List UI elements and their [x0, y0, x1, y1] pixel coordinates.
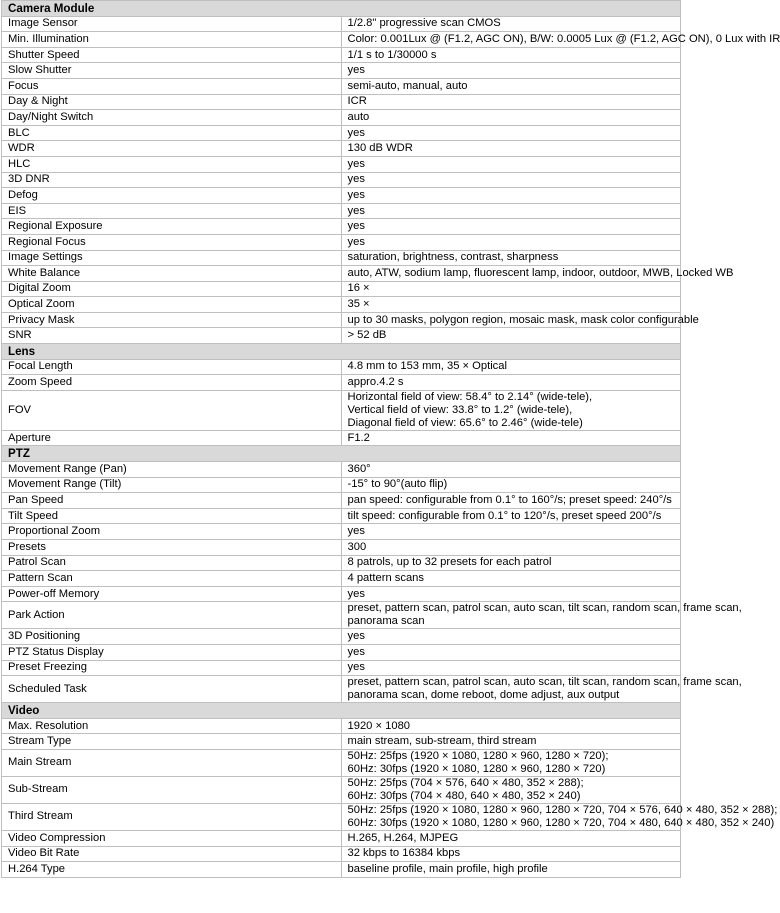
- spec-row-min-illumination: [2, 32, 681, 48]
- spec-row-day-night-switch: [2, 110, 681, 126]
- spec-value: [341, 644, 681, 660]
- spec-value-line: yes: [347, 630, 365, 643]
- spec-label: Movement Range (Pan): [2, 462, 342, 478]
- spec-value-line: yes: [347, 64, 365, 77]
- spec-row-snr: [2, 328, 681, 344]
- spec-value: [341, 571, 681, 587]
- spec-value: [341, 78, 681, 94]
- spec-value-line: Diagonal field of view: 65.6° to 2.46° (wide-tele): [347, 416, 583, 429]
- spec-row-aperture: [2, 430, 681, 446]
- spec-value-line: yes: [347, 661, 365, 674]
- spec-value: [341, 219, 681, 235]
- spec-value: [341, 110, 681, 126]
- spec-label: Power-off Memory: [2, 586, 342, 602]
- spec-label: Digital Zoom: [2, 281, 342, 297]
- spec-value: [341, 281, 681, 297]
- spec-value: [341, 63, 681, 79]
- spec-row-focus: [2, 78, 681, 94]
- spec-row-presets: [2, 540, 681, 556]
- spec-row-pan-speed: [2, 493, 681, 509]
- spec-label: Focal Length: [2, 359, 342, 375]
- spec-row-ptz-status-display: [2, 644, 681, 660]
- spec-value-line: 16 ×: [347, 282, 370, 295]
- spec-label: FOV: [2, 390, 342, 430]
- spec-value: [341, 718, 681, 734]
- spec-value-line: 130 dB WDR: [347, 142, 413, 155]
- spec-label: Sub-Stream: [2, 776, 342, 803]
- spec-value: [341, 141, 681, 157]
- spec-row-patrol-scan: [2, 555, 681, 571]
- spec-label: Optical Zoom: [2, 297, 342, 313]
- spec-label: Video Compression: [2, 830, 342, 846]
- spec-row-regional-exposure: [2, 219, 681, 235]
- spec-value: [341, 297, 681, 313]
- spec-label: Focus: [2, 78, 342, 94]
- spec-value: [341, 16, 681, 32]
- spec-value-line: H.265, H.264, MJPEG: [347, 831, 459, 844]
- spec-row-hlc: [2, 156, 681, 172]
- spec-row-zoom-speed: [2, 375, 681, 391]
- section-header-video: [2, 703, 681, 719]
- spec-value-line: tilt speed: configurable from 0.1° to 120°/s, preset speed 200°/s: [347, 509, 662, 522]
- section-title: Camera Module: [2, 1, 681, 17]
- spec-value: [341, 734, 681, 750]
- spec-value-line: yes: [347, 204, 365, 217]
- spec-value: [341, 477, 681, 493]
- spec-label: PTZ Status Display: [2, 644, 342, 660]
- spec-row-slow-shutter: [2, 63, 681, 79]
- spec-value: [341, 32, 780, 48]
- spec-label: HLC: [2, 156, 342, 172]
- spec-value-line: yes: [347, 525, 365, 538]
- spec-value: [341, 234, 681, 250]
- spec-value-line: Horizontal field of view: 58.4° to 2.14° (wide-tele),: [347, 390, 593, 403]
- spec-value-line: > 52 dB: [347, 329, 387, 342]
- spec-value: [341, 375, 681, 391]
- spec-row-movement-range-tilt: [2, 477, 681, 493]
- spec-value: [341, 328, 681, 344]
- spec-row-third-stream: [2, 803, 681, 830]
- spec-label: Day/Night Switch: [2, 110, 342, 126]
- spec-label: Privacy Mask: [2, 312, 342, 328]
- spec-row-h-264-type: [2, 862, 681, 878]
- spec-label: Image Settings: [2, 250, 342, 266]
- spec-row-day-night: [2, 94, 681, 110]
- spec-label: Video Bit Rate: [2, 846, 342, 862]
- spec-value-line: -15° to 90°(auto flip): [347, 478, 448, 491]
- spec-value-line: up to 30 masks, polygon region, mosaic mask, mask color configurable: [347, 313, 699, 326]
- spec-value-line: yes: [347, 235, 365, 248]
- section-header-lens: [2, 344, 681, 360]
- spec-row-blc: [2, 125, 681, 141]
- spec-label: Stream Type: [2, 734, 342, 750]
- spec-label: Pattern Scan: [2, 571, 342, 587]
- spec-value-line: 60Hz: 30fps (1920 × 1080, 1280 × 960, 1280 × 720, 704 × 480, 640 × 480, 352 × 240): [347, 816, 775, 829]
- spec-value: [341, 266, 734, 282]
- section-title: Lens: [2, 344, 681, 360]
- spec-row-pattern-scan: [2, 571, 681, 587]
- spec-value-line: 1/1 s to 1/30000 s: [347, 48, 437, 61]
- spec-row-shutter-speed: [2, 47, 681, 63]
- spec-row-movement-range-pan: [2, 462, 681, 478]
- spec-value: [341, 508, 681, 524]
- spec-value-line: panorama scan, dome reboot, dome adjust, aux output: [347, 689, 620, 702]
- spec-value-line: 60Hz: 30fps (704 × 480, 640 × 480, 352 × 240): [347, 789, 581, 802]
- spec-label: 3D DNR: [2, 172, 342, 188]
- spec-label: 3D Positioning: [2, 629, 342, 645]
- spec-row-main-stream: [2, 749, 681, 776]
- section-header-ptz: [2, 446, 681, 462]
- spec-label: Proportional Zoom: [2, 524, 342, 540]
- spec-value-line: Color: 0.001Lux @ (F1.2, AGC ON), B/W: 0.0005 Lux @ (F1.2, AGC ON), 0 Lux with IR: [347, 32, 780, 45]
- spec-value: [341, 586, 681, 602]
- spec-label: Scheduled Task: [2, 676, 342, 703]
- spec-label: Day & Night: [2, 94, 342, 110]
- spec-value: [341, 629, 681, 645]
- spec-value: [341, 94, 681, 110]
- spec-value-line: 32 kbps to 16384 kbps: [347, 847, 461, 860]
- spec-value-line: Vertical field of view: 33.8° to 1.2° (wide-tele),: [347, 403, 573, 416]
- spec-value: [341, 359, 681, 375]
- spec-value: [341, 776, 681, 803]
- section-title: Video: [2, 703, 681, 719]
- spec-row-video-bit-rate: [2, 846, 681, 862]
- spec-label: White Balance: [2, 266, 342, 282]
- spec-value-line: preset, pattern scan, patrol scan, auto scan, tilt scan, random scan, frame scan,: [347, 602, 742, 615]
- spec-value: [341, 676, 742, 703]
- spec-value-line: main stream, sub-stream, third stream: [347, 735, 537, 748]
- spec-label: Third Stream: [2, 803, 342, 830]
- spec-label: Zoom Speed: [2, 375, 342, 391]
- spec-value: [341, 602, 742, 629]
- spec-value-line: panorama scan: [347, 615, 425, 628]
- spec-value-line: pan speed: configurable from 0.1° to 160°/s; preset speed: 240°/s: [347, 494, 672, 507]
- spec-row-optical-zoom: [2, 297, 681, 313]
- spec-value: [341, 312, 699, 328]
- spec-label: Defog: [2, 188, 342, 204]
- spec-value-line: yes: [347, 188, 365, 201]
- spec-value-line: yes: [347, 587, 365, 600]
- spec-value: [341, 125, 681, 141]
- spec-row-focal-length: [2, 359, 681, 375]
- spec-label: WDR: [2, 141, 342, 157]
- spec-row-image-sensor: [2, 16, 681, 32]
- spec-label: Image Sensor: [2, 16, 342, 32]
- spec-value-line: 1920 × 1080: [347, 719, 411, 732]
- spec-value-line: ICR: [347, 95, 367, 108]
- spec-value: [341, 47, 681, 63]
- spec-label: Slow Shutter: [2, 63, 342, 79]
- spec-value-line: preset, pattern scan, patrol scan, auto scan, tilt scan, random scan, frame scan,: [347, 676, 742, 689]
- spec-value-line: yes: [347, 645, 365, 658]
- spec-row-defog: [2, 188, 681, 204]
- spec-label: Pan Speed: [2, 493, 342, 509]
- spec-label: EIS: [2, 203, 342, 219]
- spec-row-stream-type: [2, 734, 681, 750]
- spec-label: Aperture: [2, 430, 342, 446]
- spec-row-video-compression: [2, 830, 681, 846]
- spec-value-line: yes: [347, 126, 365, 139]
- spec-value: [341, 493, 681, 509]
- spec-value-line: F1.2: [347, 431, 370, 444]
- spec-row-privacy-mask: [2, 312, 681, 328]
- spec-label: Park Action: [2, 602, 342, 629]
- spec-value-line: auto, ATW, sodium lamp, fluorescent lamp, indoor, outdoor, MWB, Locked WB: [347, 266, 734, 279]
- spec-value: [341, 540, 681, 556]
- spec-row-digital-zoom: [2, 281, 681, 297]
- spec-label: Regional Focus: [2, 234, 342, 250]
- spec-value-line: 4.8 mm to 153 mm, 35 × Optical: [347, 360, 507, 373]
- spec-value-line: 35 ×: [347, 298, 370, 311]
- spec-value: [341, 156, 681, 172]
- spec-value: [341, 660, 681, 676]
- spec-value-line: yes: [347, 157, 365, 170]
- spec-row-max-resolution: [2, 718, 681, 734]
- spec-value-line: 50Hz: 25fps (704 × 576, 640 × 480, 352 × 288);: [347, 776, 584, 789]
- spec-row-eis: [2, 203, 681, 219]
- spec-value-line: baseline profile, main profile, high profile: [347, 862, 548, 875]
- spec-label: Regional Exposure: [2, 219, 342, 235]
- section-header-camera-module: [2, 1, 681, 17]
- spec-value-line: 360°: [347, 462, 371, 475]
- spec-value: [341, 555, 681, 571]
- spec-row-3d-positioning: [2, 629, 681, 645]
- spec-value: [341, 830, 681, 846]
- spec-table-body: [2, 1, 780, 878]
- spec-row-proportional-zoom: [2, 524, 681, 540]
- spec-row-wdr: [2, 141, 681, 157]
- spec-value-line: auto: [347, 110, 370, 123]
- spec-label: Movement Range (Tilt): [2, 477, 342, 493]
- spec-value-line: 1/2.8" progressive scan CMOS: [347, 17, 501, 30]
- spec-label: Presets: [2, 540, 342, 556]
- spec-value: [341, 390, 681, 430]
- spec-label: H.264 Type: [2, 862, 342, 878]
- spec-row-fov: [2, 390, 681, 430]
- spec-label: BLC: [2, 125, 342, 141]
- spec-label: Patrol Scan: [2, 555, 342, 571]
- spec-value-line: semi-auto, manual, auto: [347, 79, 468, 92]
- spec-label: Tilt Speed: [2, 508, 342, 524]
- spec-value: [341, 430, 681, 446]
- spec-value-line: 4 pattern scans: [347, 571, 424, 584]
- spec-row-image-settings: [2, 250, 681, 266]
- spec-value: [341, 862, 681, 878]
- spec-value-line: 60Hz: 30fps (1920 × 1080, 1280 × 960, 1280 × 720): [347, 762, 606, 775]
- spec-label: SNR: [2, 328, 342, 344]
- spec-value: [341, 203, 681, 219]
- spec-label: Min. Illumination: [2, 32, 342, 48]
- spec-table: [1, 0, 780, 878]
- spec-value-line: 8 patrols, up to 32 presets for each patrol: [347, 556, 552, 569]
- spec-value-line: yes: [347, 173, 365, 186]
- spec-value-line: yes: [347, 220, 365, 233]
- spec-label: Shutter Speed: [2, 47, 342, 63]
- spec-row-white-balance: [2, 266, 681, 282]
- spec-value: [341, 846, 681, 862]
- spec-row-park-action: [2, 602, 681, 629]
- spec-value-line: 50Hz: 25fps (1920 × 1080, 1280 × 960, 1280 × 720, 704 × 576, 640 × 480, 352 × 288);: [347, 803, 778, 816]
- spec-value: [341, 172, 681, 188]
- spec-value: [341, 803, 778, 830]
- spec-value: [341, 749, 681, 776]
- spec-row-power-off-memory: [2, 586, 681, 602]
- section-title: PTZ: [2, 446, 681, 462]
- spec-label: Main Stream: [2, 749, 342, 776]
- spec-value-line: 300: [347, 540, 367, 553]
- spec-label: Preset Freezing: [2, 660, 342, 676]
- spec-value-line: saturation, brightness, contrast, sharpness: [347, 251, 559, 264]
- spec-value: [341, 250, 681, 266]
- spec-value-line: 50Hz: 25fps (1920 × 1080, 1280 × 960, 1280 × 720);: [347, 749, 609, 762]
- spec-row-tilt-speed: [2, 508, 681, 524]
- spec-row-sub-stream: [2, 776, 681, 803]
- spec-row-3d-dnr: [2, 172, 681, 188]
- spec-value-line: appro.4.2 s: [347, 376, 404, 389]
- spec-value: [341, 524, 681, 540]
- spec-row-scheduled-task: [2, 676, 681, 703]
- spec-row-preset-freezing: [2, 660, 681, 676]
- spec-value: [341, 462, 681, 478]
- spec-row-regional-focus: [2, 234, 681, 250]
- spec-label: Max. Resolution: [2, 718, 342, 734]
- spec-value: [341, 188, 681, 204]
